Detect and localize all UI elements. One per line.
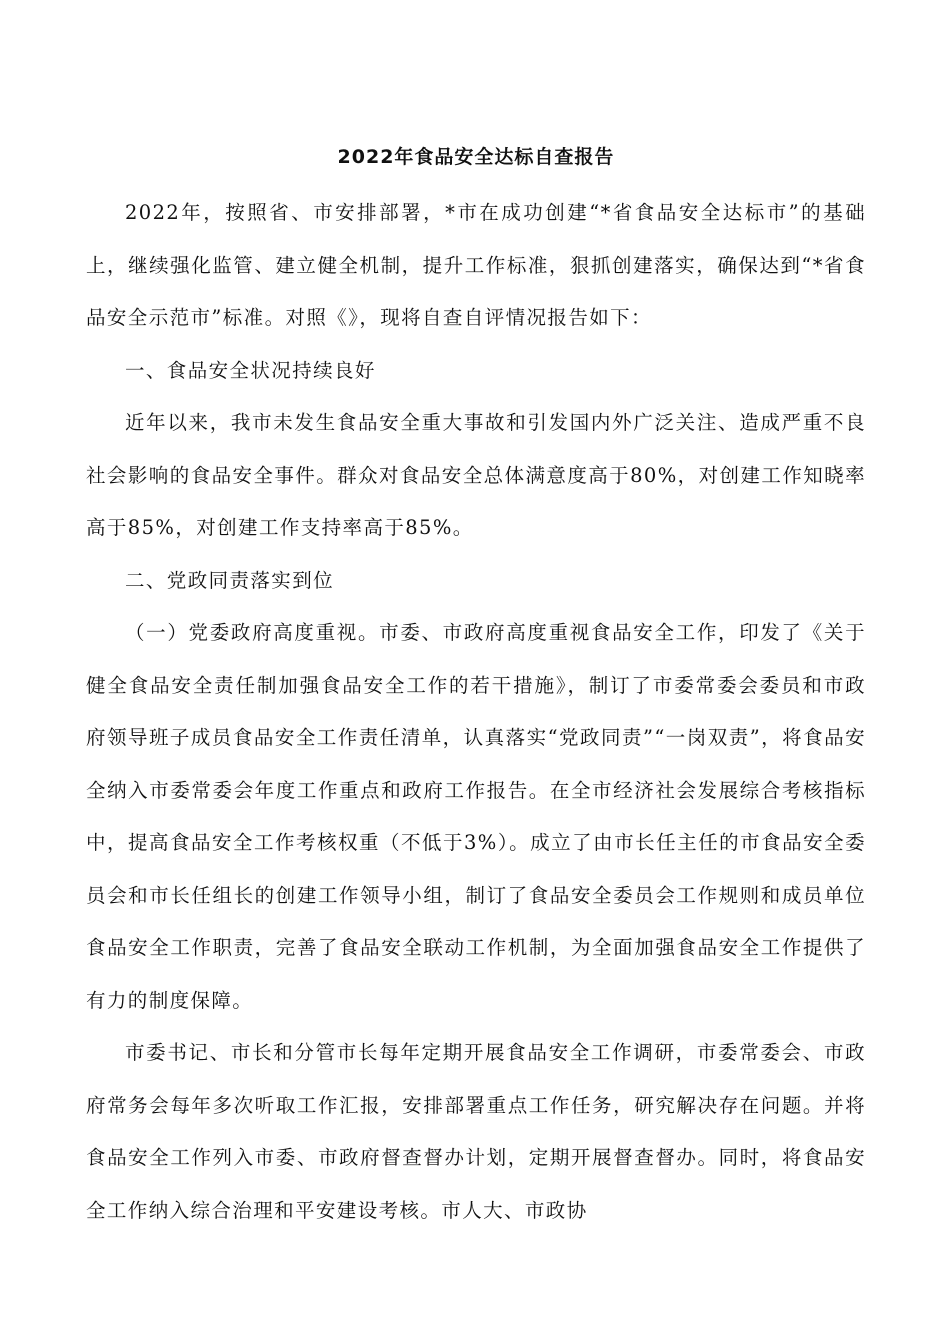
section-2-heading: 二、党政同责落实到位 [125,568,335,592]
section-1-heading: 一、食品安全状况持续良好 [125,358,376,382]
section-2-paragraph-2: 市委书记、市长和分管市长每年定期开展食品安全工作调研，市委常委会、市政府常务会每年多次听取工作汇报，安排部署重点工作任务，研究解决存在问题。并将食品安全工作列入市委、市政府督查督办计划，定期开展督查督办。同时，将食品安全工作纳入综合治理和平安建设考核。市人大、市政协 [86,1041,866,1222]
section-2-paragraph-1: （一）党委政府高度重视。市委、市政府高度重视食品安全工作，印发了《关于健全食品安全责任制加强食品安全工作的若干措施》，制订了市委常委会委员和市政府领导班子成员食品安全工作责任清单，认真落实“党政同责”“一岗双责”，将食品安全纳入市委常委会年度工作重点和政府工作报告。在全市经济社会发展综合考核指标中，提高食品安全工作考核权重（不低于3%）。成立了由市长任主任的市食品安全委员会和市长任组长的创建工作领导小组，制订了食品安全委员会工作规则和成员单位食品安全工作职责，完善了食品安全联动工作机制，为全面加强食品安全工作提供了有力的制度保障。 [86,621,866,1012]
section-1-paragraph: 近年以来，我市未发生食品安全重大事故和引发国内外广泛关注、造成严重不良社会影响的食品安全事件。群众对食品安全总体满意度高于80%，对创建工作知晓率高于85%，对创建工作支持率高于85%。 [86,411,866,539]
intro-paragraph: 2022年，按照省、市安排部署，*市在成功创建“*省食品安全达标市”的基础上，继续强化监管、建立健全机制，提升工作标准，狠抓创建落实，确保达到“*省食品安全示范市”标准。对照《》，现将自查自评情况报告如下： [86,201,866,329]
document-title: 2022年食品安全达标自查报告 [337,146,615,168]
